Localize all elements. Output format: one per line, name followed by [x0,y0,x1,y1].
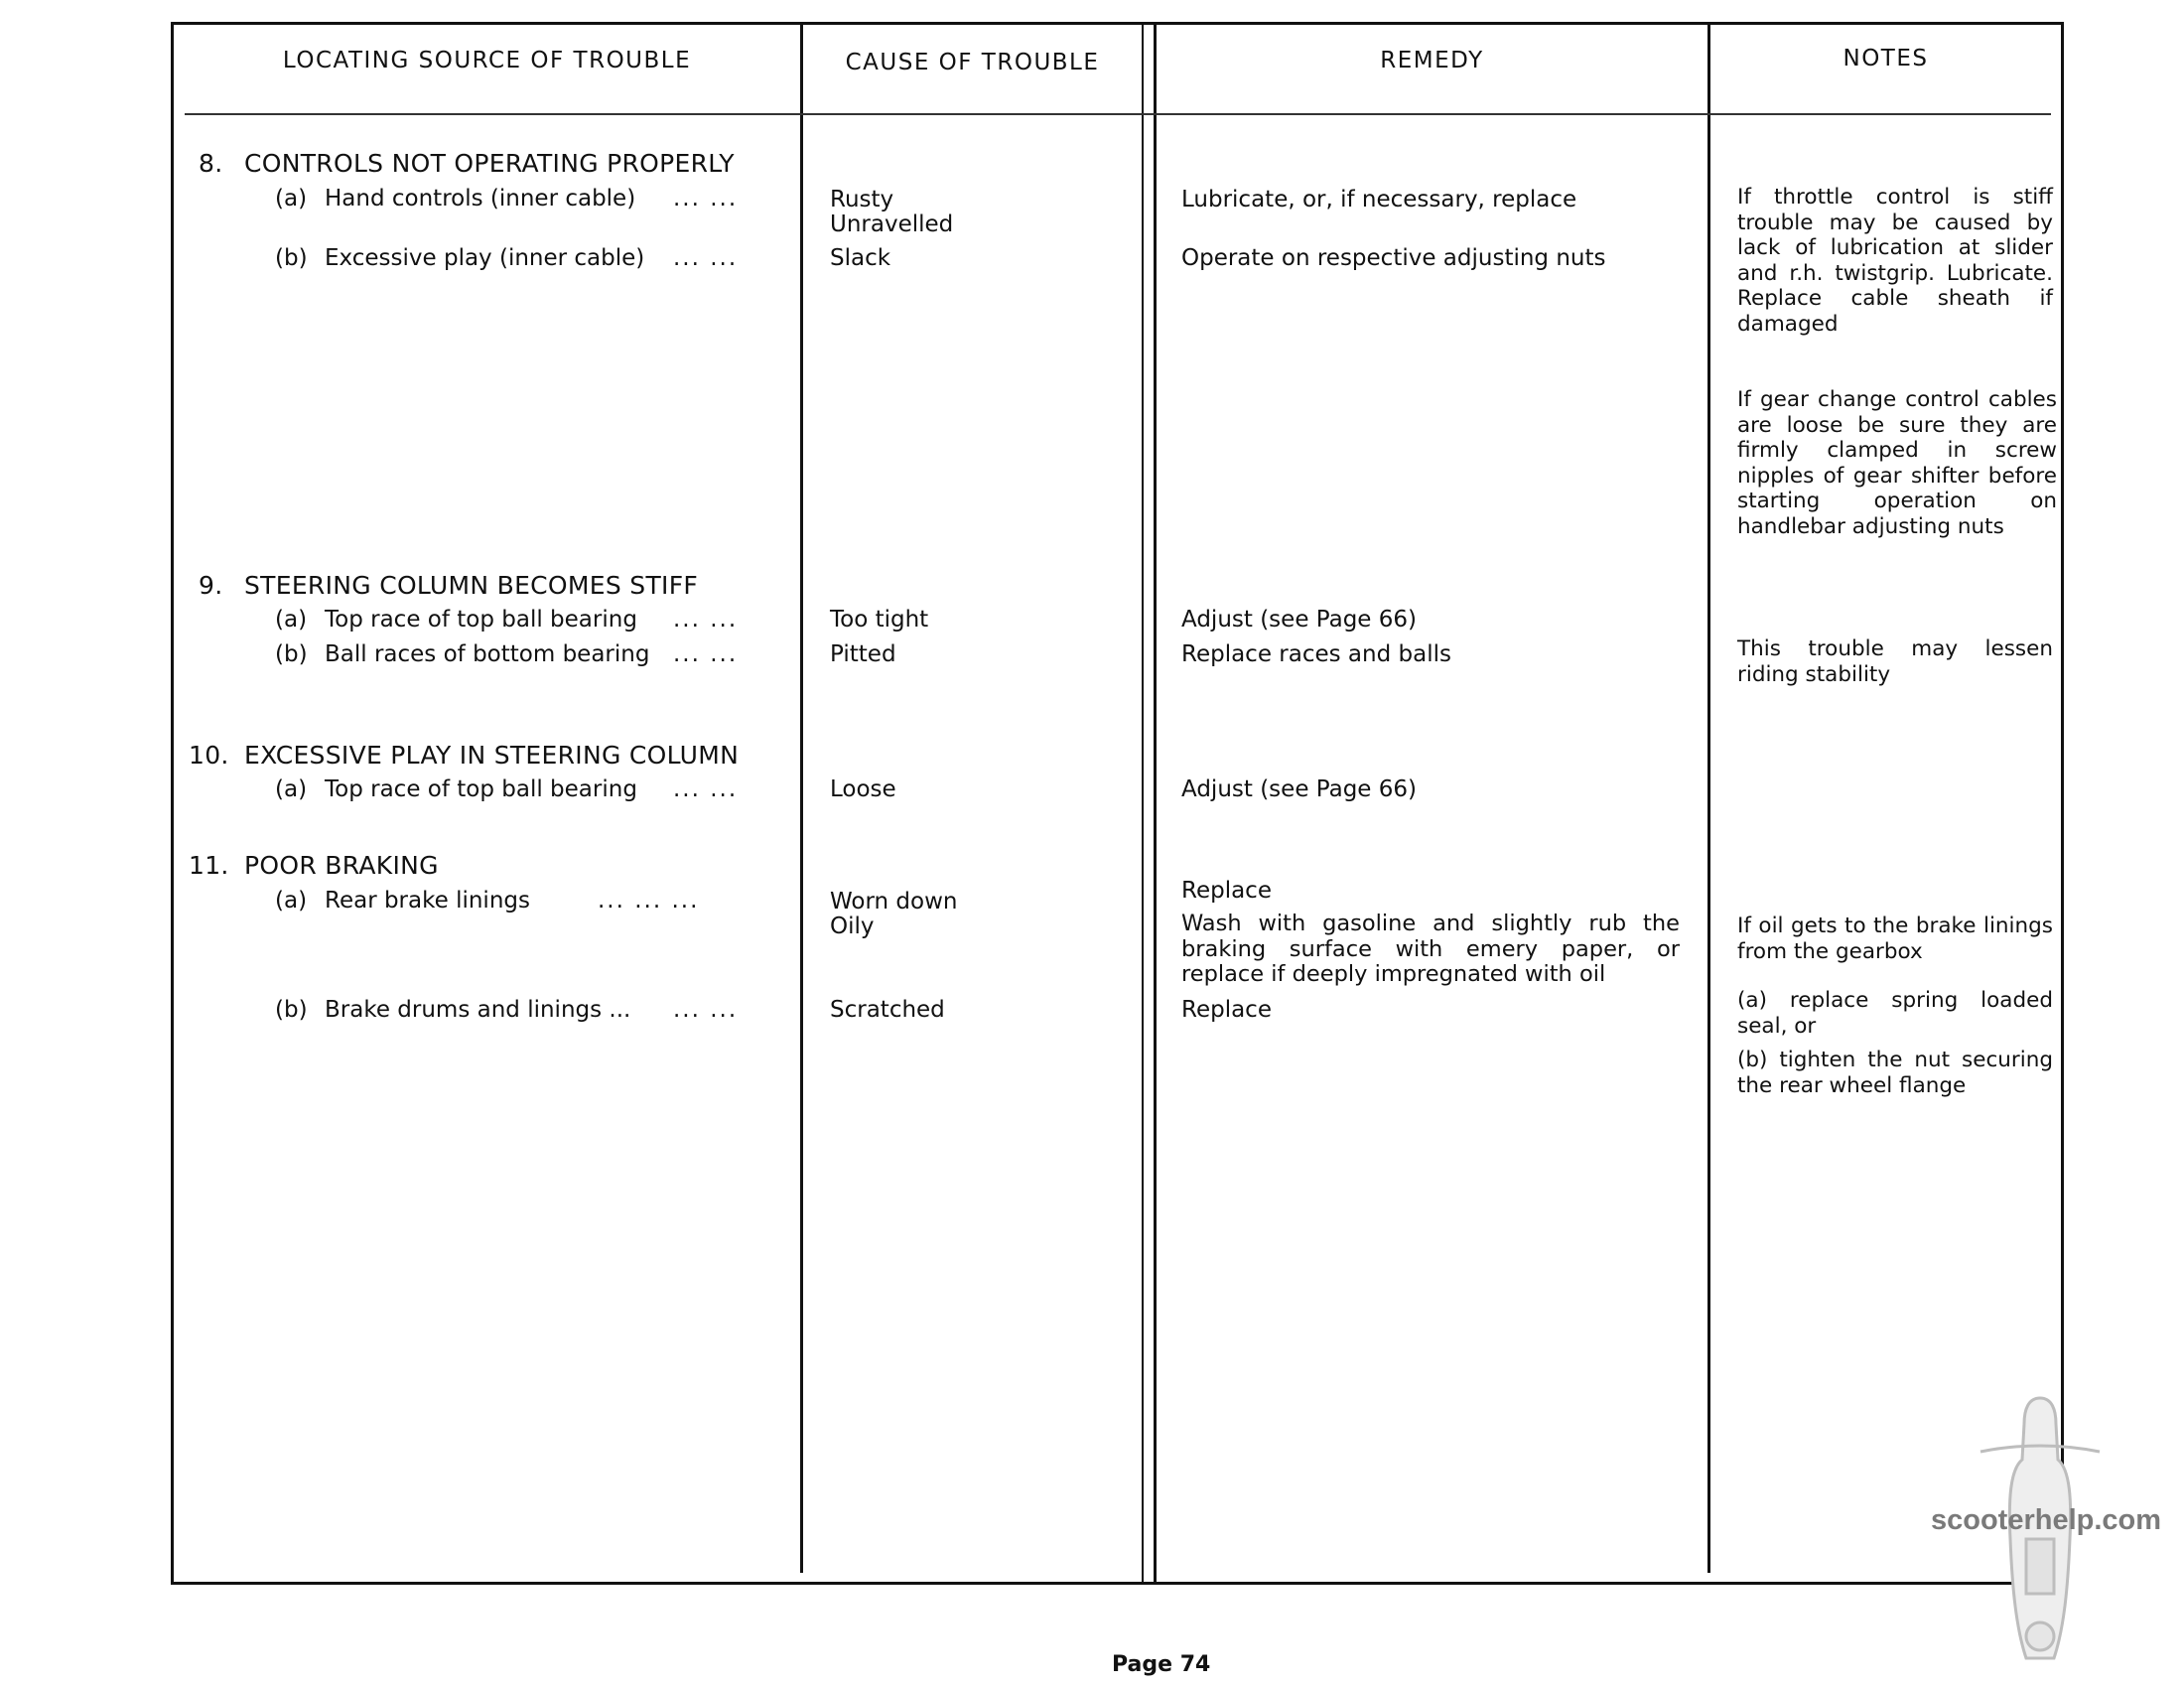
leader-dots: ... ... [673,997,739,1023]
item-text: Ball races of bottom bearing [325,641,650,667]
header-remedy: REMEDY [1380,48,1484,73]
remedy-text: Wash with gasoline and slightly rub the braking surface with emery paper, or replace if deeply impregnated with oil [1181,911,1680,987]
table-left-border [171,22,174,1585]
cause-text: Worn down [830,889,958,914]
column-divider-center-a [1142,22,1144,1585]
leader-dots: ... ... [673,641,739,667]
section-title: EXCESSIVE PLAY IN STEERING COLUMN [244,741,740,770]
cause-text: Too tight [830,607,929,633]
item-label: (b) [275,245,308,271]
note-text: (b) tighten the nut securing the rear wheel flange [1737,1048,2053,1098]
header-locating-source: LOCATING SOURCE OF TROUBLE [282,48,692,73]
section-number: 11. [189,851,229,880]
table-top-border [171,22,2063,25]
cause-text: Unravelled [830,211,954,237]
cause-text: Scratched [830,997,945,1023]
note-text: If gear change control cables are loose be sure they are firmly clamped in screw nipples of gear shifter before starting operation on handlebar adjusting nuts [1737,387,2057,539]
remedy-text: Replace races and balls [1181,641,1451,667]
remedy-text: Adjust (see Page 66) [1181,607,1418,633]
cause-text: Pitted [830,641,896,667]
remedy-text: Adjust (see Page 66) [1181,776,1418,802]
note-text: This trouble may lessen riding stability [1737,636,2053,687]
section-title: STEERING COLUMN BECOMES STIFF [244,571,699,600]
item-text: Top race of top ball bearing [325,607,637,633]
remedy-text: Operate on respective adjusting nuts [1181,245,1606,271]
leader-dots: ... ... ... [598,888,700,914]
table-right-border [2061,22,2064,1585]
note-text: If oil gets to the brake linings from the gearbox [1737,914,2053,964]
watermark-text: scooterhelp.com [1931,1504,2162,1536]
item-text: Top race of top ball bearing [325,776,637,802]
leader-dots: ... ... [673,245,739,271]
item-text: Rear brake linings [325,888,530,914]
cause-text: Loose [830,776,896,802]
cause-text: Oily [830,914,875,939]
section-title: CONTROLS NOT OPERATING PROPERLY [244,149,735,178]
item-text: Hand controls (inner cable) [325,186,636,211]
section-number: 8. [199,149,223,178]
header-notes: NOTES [1843,46,1929,71]
section-number: 10. [189,741,229,770]
item-text: Brake drums and linings ... [325,997,631,1023]
item-label: (b) [275,641,308,667]
section-number: 9. [199,571,223,600]
section-title: POOR BRAKING [244,851,439,880]
item-text: Excessive play (inner cable) [325,245,645,271]
leader-dots: ... ... [673,776,739,802]
remedy-text: Replace [1181,878,1272,904]
item-label: (a) [275,888,308,914]
header-cause: CAUSE OF TROUBLE [845,50,1100,75]
cause-text: Rusty [830,187,894,212]
item-label: (b) [275,997,308,1023]
leader-dots: ... ... [673,607,739,633]
leader-dots: ... ... [673,186,739,211]
header-underline [185,113,2051,115]
note-text: (a) replace spring loaded seal, or [1737,988,2053,1039]
column-divider-3 [1707,22,1710,1573]
column-divider-1 [800,22,803,1573]
note-text: If throttle control is stiff trouble may be caused by lack of lubrication at slider and r.h. twistgrip. Lubricate. Replace cable sheath if damaged [1737,185,2053,337]
item-label: (a) [275,776,308,802]
cause-text: Slack [830,245,891,271]
remedy-text: Replace [1181,997,1272,1023]
item-label: (a) [275,607,308,633]
item-label: (a) [275,186,308,211]
remedy-text: Lubricate, or, if necessary, replace [1181,187,1577,212]
table-bottom-border [171,1582,2063,1585]
column-divider-center-b [1154,22,1157,1585]
page-number: Page 74 [1112,1652,1211,1677]
